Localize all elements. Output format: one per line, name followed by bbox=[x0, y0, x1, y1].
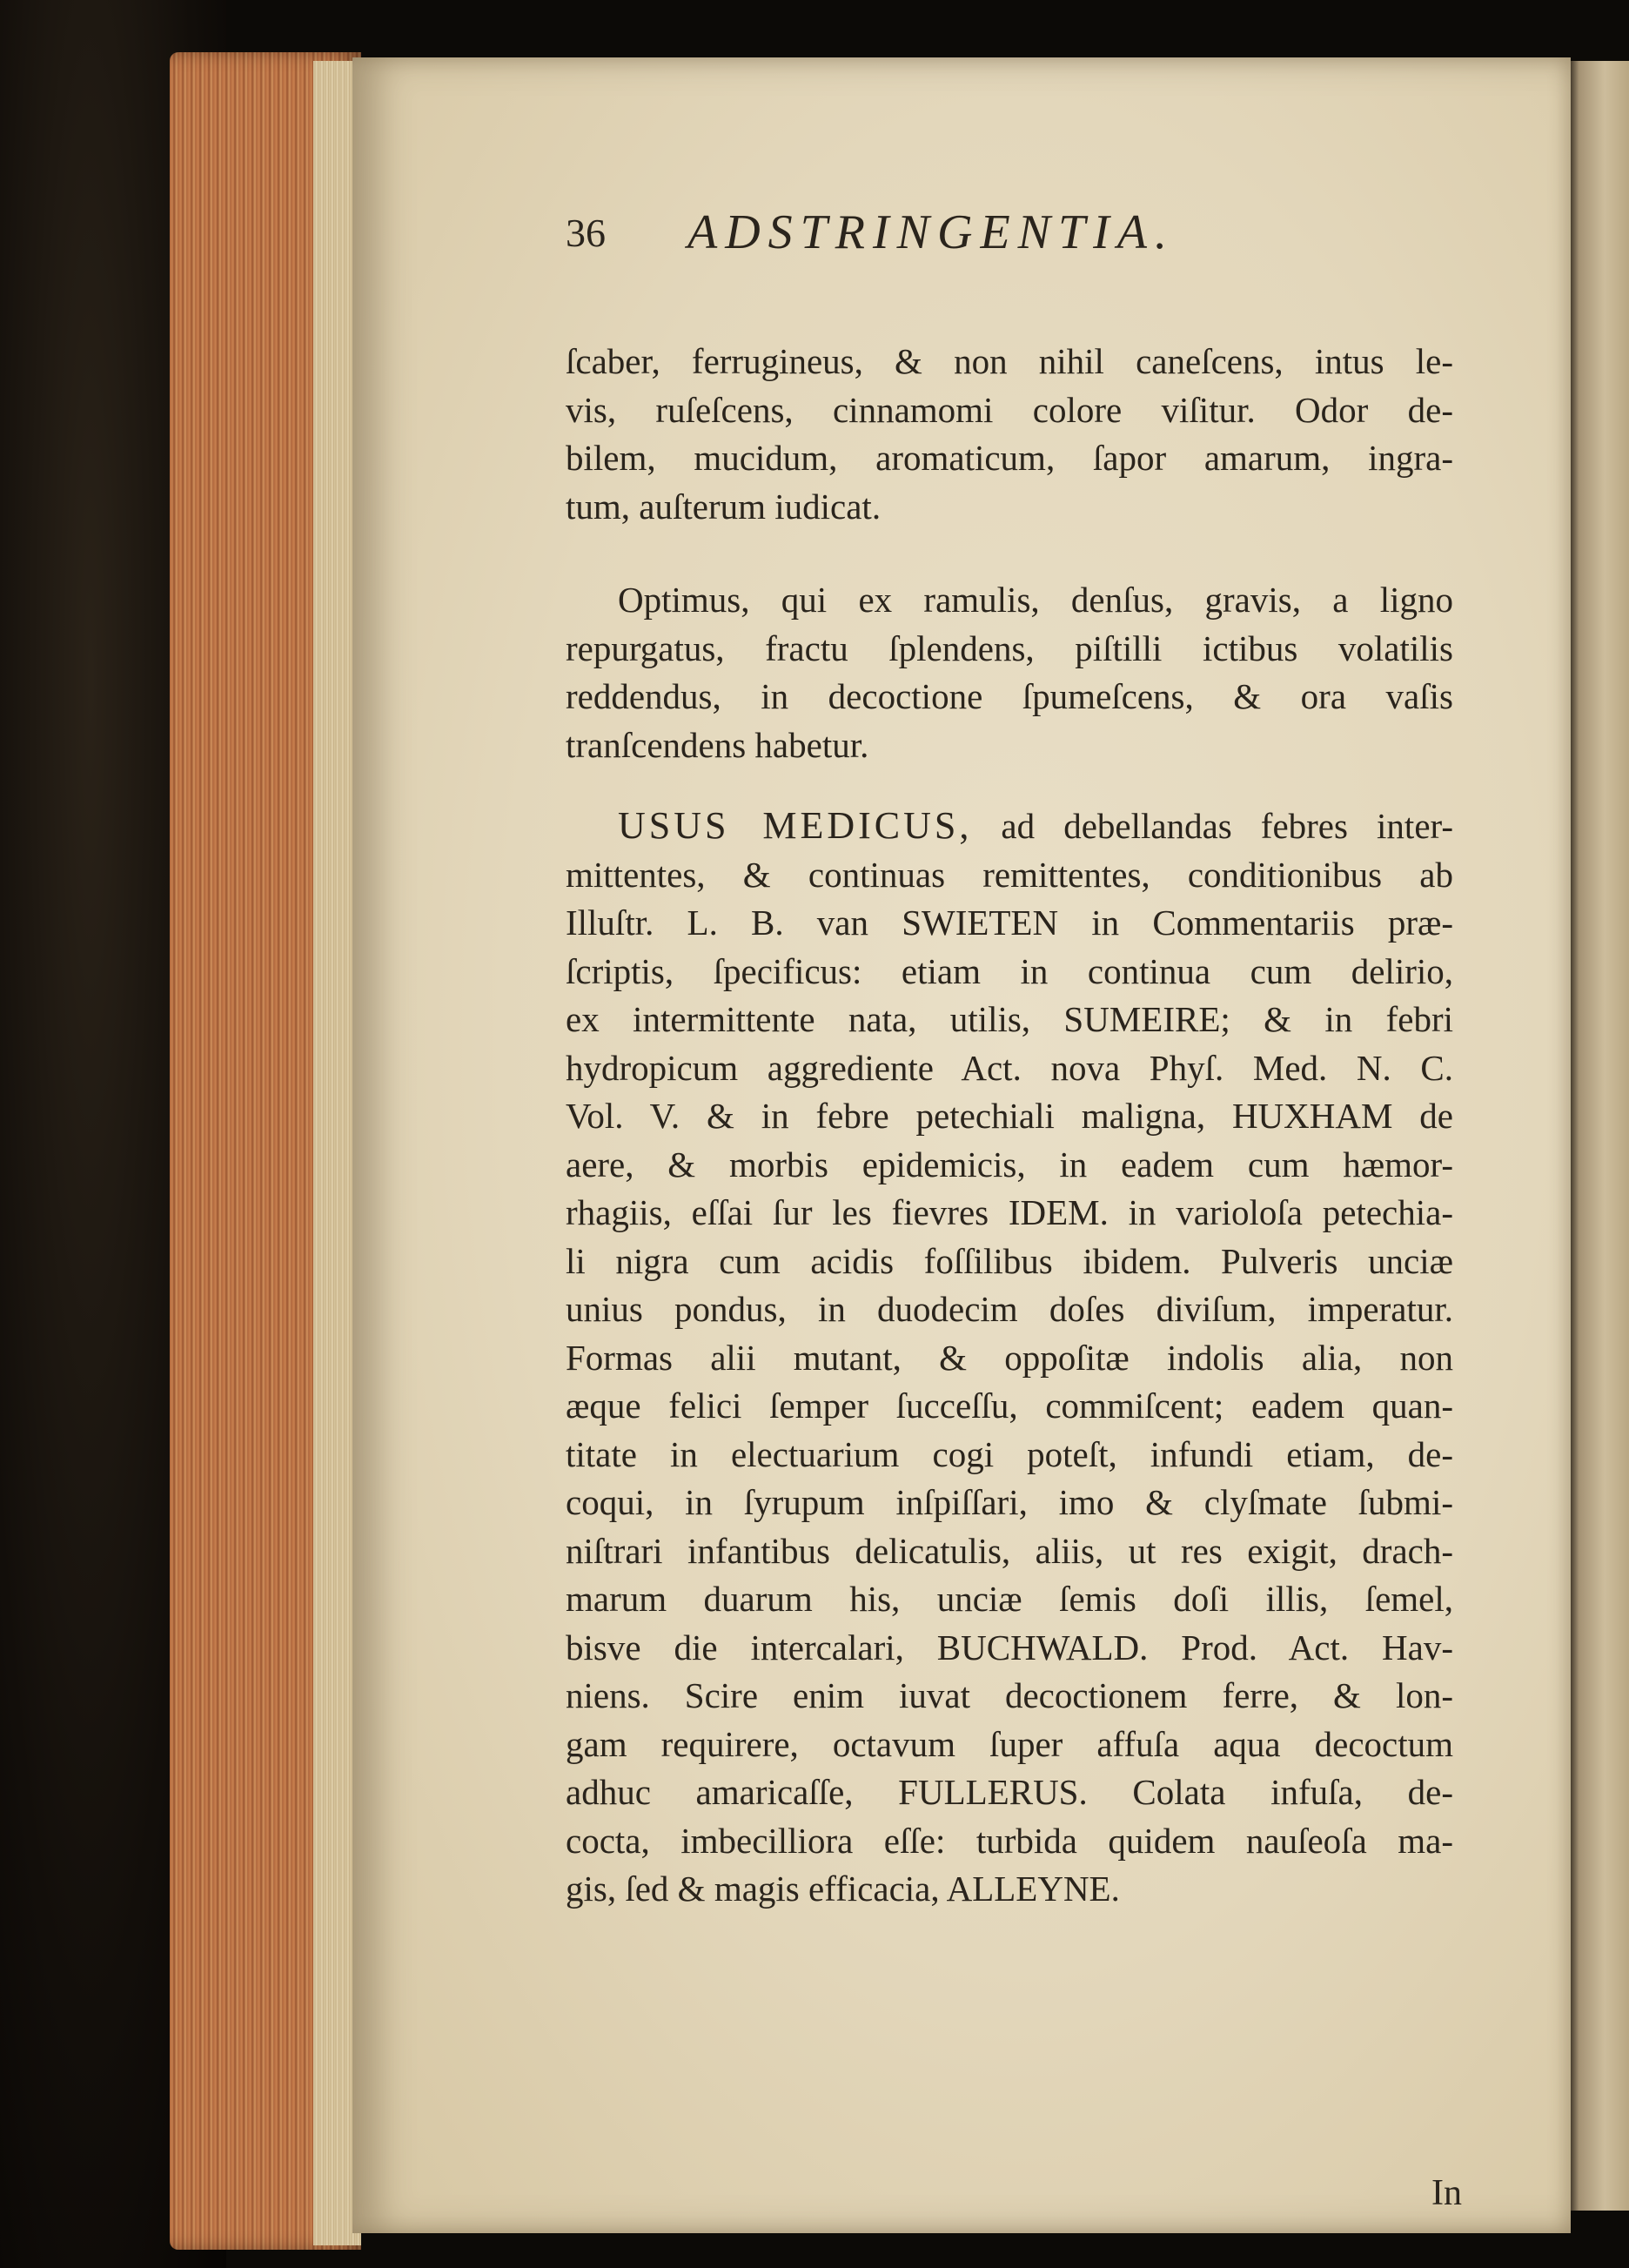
paragraph-quality bbox=[566, 576, 1453, 769]
text-line: ex intermittente nata, utilis, SUMEIRE; & in febri bbox=[566, 999, 1453, 1039]
text-line: rhagiis, eſſai ſur les fievres IDEM. in varioloſa petechia- bbox=[566, 1192, 1453, 1232]
text-line: gis, ſed & magis efficacia, ALLEYNE. bbox=[566, 1869, 1120, 1909]
text-line: Illuſtr. L. B. van SWIETEN in Commentariis præ- bbox=[566, 903, 1453, 943]
running-head bbox=[566, 205, 1349, 288]
text-line: ſcaber, ferrugineus, & non nihil caneſcens, intus le- bbox=[566, 341, 1453, 381]
text-line: vis, ruſeſcens, cinnamomi colore viſitur. Odor de- bbox=[566, 389, 1453, 430]
text-line: bisve die intercalari, BUCHWALD. Prod. Act. Hav- bbox=[566, 1627, 1453, 1667]
text-line: tum, auſterum iudicat. bbox=[566, 486, 882, 527]
text-line: reddendus, in decoctione ſpumeſcens, & ora vaſis bbox=[566, 676, 1453, 716]
text-line: æque felici ſemper ſucceſſu, commiſcent; eadem quan- bbox=[566, 1386, 1453, 1426]
text-line: unius pondus, in duodecim doſes diviſum, imperatur. bbox=[566, 1289, 1453, 1329]
page-number: 36 bbox=[566, 211, 606, 255]
text-line: li nigra cum acidis foſſilibus ibidem. Pulveris unciæ bbox=[566, 1240, 1453, 1281]
text-line: titate in electuarium cogi poteſt, infundi etiam, de- bbox=[566, 1433, 1453, 1474]
text-line: mittentes, & continuas remittentes, conditionibus ab bbox=[566, 854, 1453, 895]
text-line: coqui, in ſyrupum inſpiſſari, imo & clyſmate ſubmi- bbox=[566, 1482, 1453, 1522]
catchword: In bbox=[1431, 2173, 1462, 2213]
text-line: marum duarum his, unciæ ſemis doſi illis, ſemel, bbox=[566, 1579, 1453, 1619]
text-line: Formas alii mutant, & oppoſitæ indolis alia, non bbox=[566, 1337, 1453, 1378]
text-line: tranſcendens habetur. bbox=[566, 724, 869, 765]
running-title: ADSTRINGENTIA. bbox=[687, 205, 1175, 259]
text-line: Vol. V. & in febre petechiali maligna, HUXHAM de bbox=[566, 1096, 1453, 1136]
text-line: aere, & morbis epidemicis, in eadem cum hæmor- bbox=[566, 1144, 1453, 1184]
paragraph-description bbox=[566, 338, 1453, 531]
book-page bbox=[352, 57, 1571, 2233]
text-line: ſcriptis, ſpecificus: etiam in continua cum delirio, bbox=[566, 950, 1453, 991]
facing-page-edge bbox=[1568, 61, 1629, 2211]
text-line: hydropicum aggrediente Act. nova Phyſ. Med. N. C. bbox=[566, 1047, 1453, 1088]
paragraph-usus-medicus bbox=[566, 802, 1453, 1914]
text-line: niens. Scire enim iuvat decoctionem ferre, & lon- bbox=[566, 1675, 1453, 1715]
text-line: adhuc amaricaſſe, FULLERUS. Colata infuſa, de- bbox=[566, 1772, 1453, 1812]
text-line bbox=[566, 802, 1453, 851]
text-line: gam requirere, octavum ſuper affuſa aqua decoctum bbox=[566, 1723, 1453, 1764]
text-line: repurgatus, fractu ſplendens, piſtilli ictibus volatilis bbox=[566, 627, 1453, 668]
text-line: bilem, mucidum, aromaticum, ſapor amarum, ingra- bbox=[566, 438, 1453, 478]
text-line: niſtrari infantibus delicatulis, aliis, ut res exigit, drach- bbox=[566, 1530, 1453, 1571]
text-line: Optimus, qui ex ramulis, denſus, gravis, a ligno bbox=[618, 580, 1453, 620]
text-line: cocta, imbecilliora eſſe: turbida quidem nauſeoſa ma- bbox=[566, 1820, 1453, 1861]
text-line-fragment: ad debellandas febres inter- bbox=[1001, 806, 1453, 846]
section-heading-usus-medicus: USUS MEDICUS, bbox=[618, 804, 973, 847]
